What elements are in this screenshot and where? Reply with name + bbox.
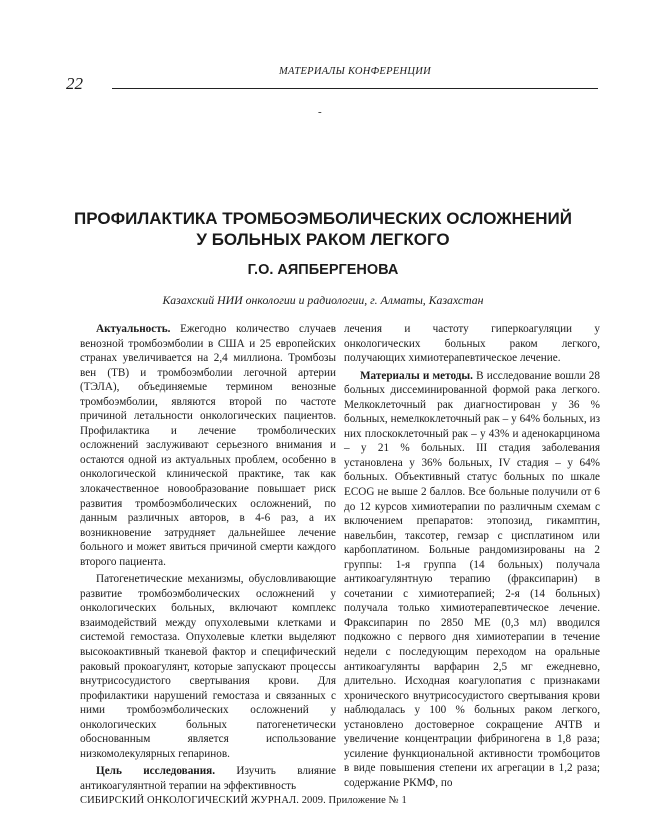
paragraph-pathogenesis: Патогенетические механизмы, обусловливающие развитие тромбоэмболических осложнений у онкологических больных, включают комплекс взаимодействий между опухолевыми клетками и системой гемостаза. Опухолевые клетки выделяют высокоактивный тканевой фактор и специфический раковый прокоагулянт, которые запускают процессы внутрисосудистого свертывания крови. Для профилактики нарушений гемостаза и связанных с ними тромбоэмболических осложнений у онкологических больных патогенетически обоснованным является использование низкомолекулярных гепаринов.	[80, 573, 336, 760]
page-number: 22	[66, 74, 83, 93]
paragraph-methods	[344, 369, 600, 791]
section-heading-relevance: Актуальность.	[96, 323, 171, 335]
left-column	[80, 322, 336, 794]
paragraph-text: Ежегодно количество случаев венозной тромбоэмболии в США и 25 европейских странах увеличивается на 2,4 миллиона. Тромбозы вен (ТВ) и тромбоэмболии легочной артерии (ТЭЛА), объединяемые термином венозные тромбоэмболии, являются второй по частоте причиной летальности онкологических пациентов. Профилактика и лечение тромболических осложнений заслуживают серьезного внимания и остаются одной из актуальных проблем, особенно в онкологической клинической практике, так как злокачественное новообразование повышает риск развития тромбоэмболических осложнений, по данным различных авторов, в 4-6 раз, а их возникновение затрудняет дальнейшее лечение больного и может явиться причиной смерти каждого второго пациента.	[80, 323, 336, 568]
article-title	[40, 208, 606, 250]
paragraph-relevance	[80, 322, 336, 569]
right-column	[344, 322, 600, 791]
paragraph-aim-continued: лечения и частоту гиперкоагуляции у онкологических больных раком легкого, получающих химиотерапевтическое лечение.	[344, 323, 600, 365]
stray-mark: -	[318, 106, 322, 118]
running-header: МАТЕРИАЛЫ КОНФЕРЕНЦИИ	[278, 66, 432, 77]
paragraph-aim	[80, 764, 336, 793]
section-heading-aim: Цель исследования.	[96, 765, 216, 778]
title-line-1: ПРОФИЛАКТИКА ТРОМБОЭМБОЛИЧЕСКИХ ОСЛОЖНЕНИЙ	[74, 209, 572, 228]
header-rule	[112, 88, 598, 89]
title-line-2: У БОЛЬНЫХ РАКОМ ЛЕГКОГО	[196, 230, 450, 249]
section-heading-methods: Материалы и методы.	[360, 369, 473, 382]
paragraph-text: В исследование вошли 28 больных диссеминированной формой рака легкого. Мелкоклеточный рак диагностирован у 36 % больных, немелкоклеточный рак – у 64% больных, из них плоскоклеточный рак – у 43% и аденокарцинома – у 21 % больных. III стадия заболевания установлена у 36% больных, IV стадия – у 64% больных. Объективный статус больных по шкале ECOG не выше 2 баллов. Все больные получили от 6 до 12 курсов химиотерапии по различным схемам с включением препаратов: этопозид, гикамптин, навельбин, таксотер, гемзар с цисплатином или карбоплатином. Больные рандомизированы на 2 группы: 1-я группа (14 больных) получала антикоагулянтную терапию (фраксипарин) в сочетании с химиотерапией; 2-я (14 больных) получала только химиотерапевтическое лечение. Фраксипарин по 2850 МЕ (0,3 мл) вводился подкожно с первого дня химиотерапии в течение недели с последующим переходом на оральные антикоагулянты варфарин 2,5 мг ежедневно, длительно. Исходная коагулопатия с признаками хронического внутрисосудистого свертывания крови наблюдалась у 100 % больных раком легкого, установлено достоверное сокращение АЧТВ и увеличение концентрации фибриногена в 1,8 раза; усиление функциональной активности тромбоцитов в виде повышения степени их агрегации в 1,2 раза; содержание РКМФ, по	[344, 369, 600, 789]
journal-footer: СИБИРСКИЙ ОНКОЛОГИЧЕСКИЙ ЖУРНАЛ. 2009. Приложение № 1	[80, 795, 407, 806]
author: Г.О. АЯПБЕРГЕНОВА	[247, 262, 399, 278]
affiliation: Казахский НИИ онкологии и радиологии, г. Алматы, Казахстан	[162, 293, 484, 307]
paragraph-text: Изучить влияние антикоагулянтной терапии на эффективность	[80, 765, 336, 792]
